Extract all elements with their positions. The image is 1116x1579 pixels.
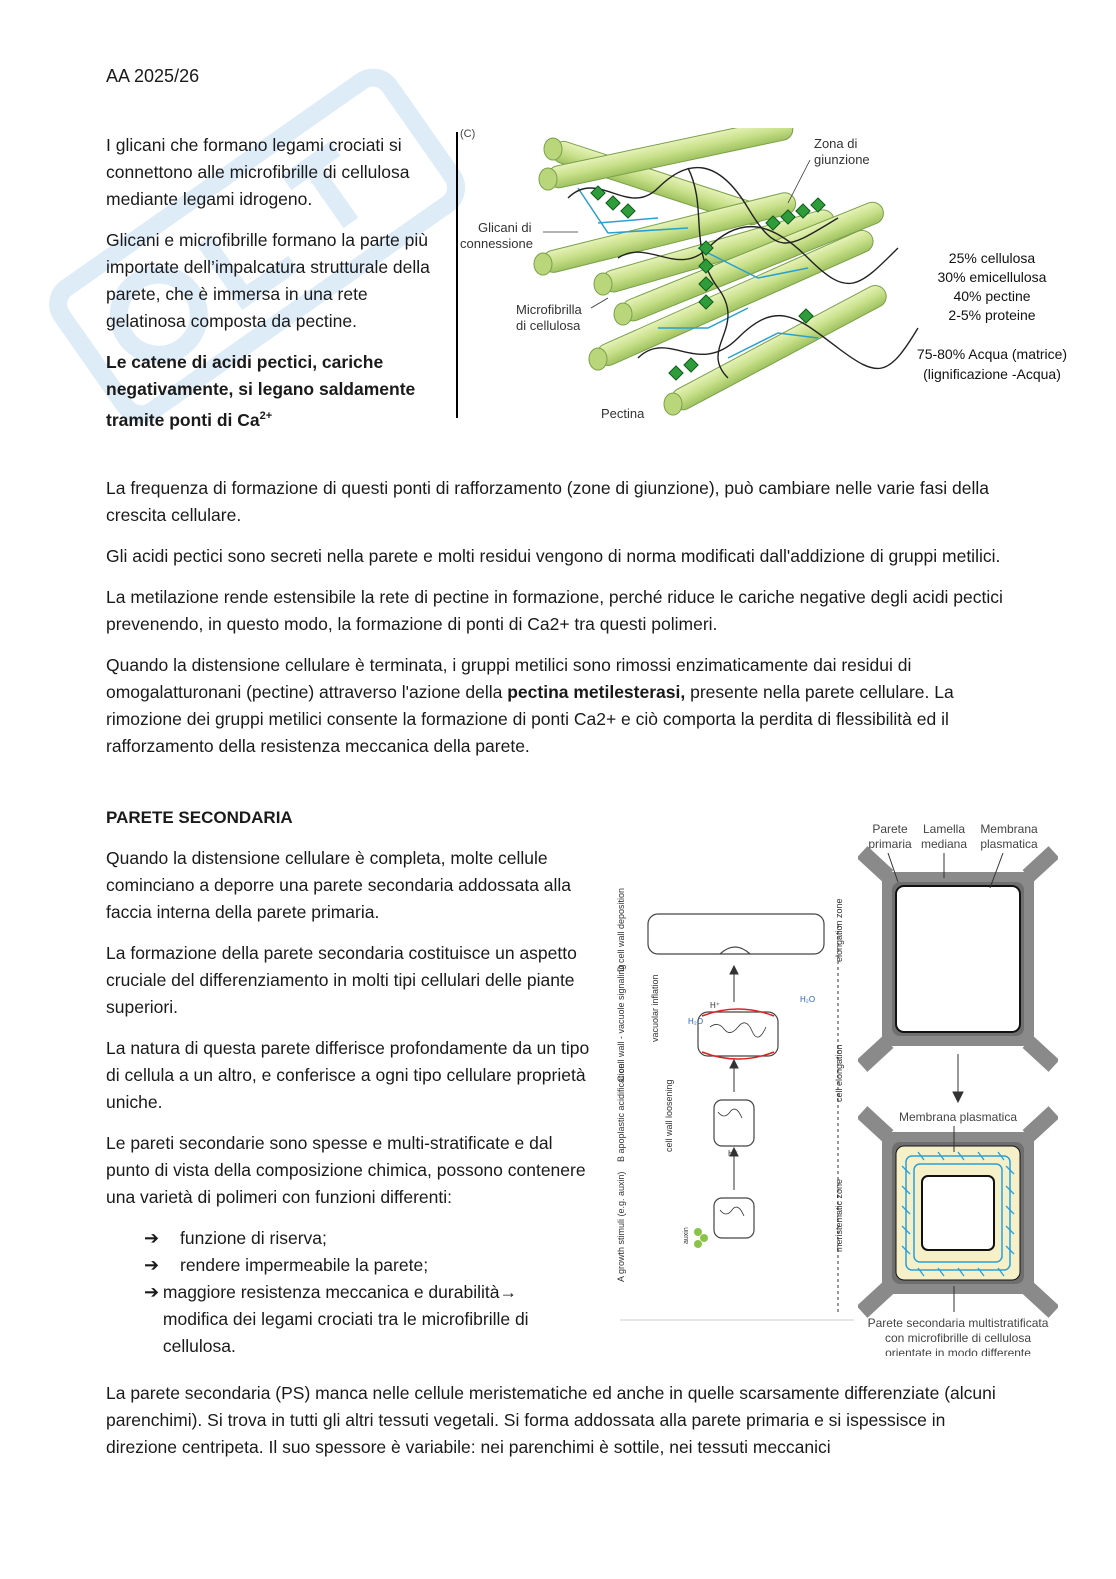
composition-pectine: 40% pectine	[953, 288, 1031, 304]
section-paragraph-8: Quando la distensione cellulare è completa, molte cellule cominciano a deporre una parete secondaria addossata alla faccia interna della parete primaria.	[106, 848, 572, 922]
primary-wall-cell	[862, 852, 1054, 1066]
zone-cell-elongation: cell elongation	[834, 1044, 844, 1102]
proton-label: H⁺	[728, 1149, 738, 1158]
function-list	[106, 1225, 584, 1360]
composition-proteine: 2-5% proteine	[948, 307, 1036, 323]
intro-paragraph-2: Glicani e microfibrille formano la parte più importate dell’impalcatura strutturale della parete, che è immersa in una rete gelatinosa composta da pectine.	[106, 230, 430, 331]
page-header: AA 2025/26	[106, 66, 200, 86]
figure-corner-label: (C)	[460, 128, 476, 140]
label-lamella-1: Lamella	[922, 822, 966, 836]
label-microfibrilla-2: di cellulosa	[516, 318, 581, 333]
label-membrana-1: Membrana	[980, 822, 1038, 836]
body-paragraph-7	[106, 652, 1011, 760]
composition-emicellulosa: 30% emicellulosa	[937, 269, 1047, 285]
label-wall-loosening: cell wall loosening	[664, 1079, 674, 1152]
section-paragraph-10: La natura di questa parete differisce profondamente da un tipo di cellula a un altro, e conferisce a ogni tipo cellulare proprietà uniche.	[106, 1038, 590, 1112]
body-paragraph-4: La frequenza di formazione di questi ponti di rafforzamento (zone di giunzione), può cambiare nelle varie fasi della crescita cellulare.	[106, 478, 989, 525]
arrow-icon: ➔	[144, 1255, 160, 1275]
pectin-methylesterase-term: pectina metilesterasi,	[507, 682, 686, 702]
arrow-icon: ➔	[144, 1282, 160, 1302]
caption-line-2: con microfibrille di cellulosa	[884, 1331, 1032, 1345]
stage-apoplastic-acidification: B apoplastic acidification	[616, 1063, 626, 1162]
body-paragraph-7-start: Quando la distensione cellulare è terminata, i gruppi metilici sono rimossi enzimaticamente dai residui di omogalatturonani (pectine) attraverso l'azione della	[106, 655, 912, 702]
stage-wall-deposition: D cell wall deposition	[616, 887, 626, 972]
section-title: PARETE SECONDARIA	[106, 808, 293, 827]
stage-vacuole-signaling: C cell wall - vacuole signaling	[616, 964, 626, 1082]
label-zona-giunzione-1: Zona di	[814, 136, 858, 151]
label-vacuolar-inflation: vacuolar inflation	[650, 974, 660, 1042]
caption-line-1: Parete secondaria multistratificata	[867, 1316, 1049, 1330]
label-glicani-2: connessione	[460, 236, 533, 251]
list-item: ➔ maggiore resistenza meccanica e durabilità→ modifica dei legami crociati tra le microfibrille di cellulosa.	[144, 1279, 584, 1360]
cell-elongation-figure	[610, 812, 858, 1356]
list-item: ➔ funzione di riserva;	[144, 1225, 584, 1252]
section-paragraph-12: La parete secondaria (PS) manca nelle cellule meristematiche ed anche in quelle scarsamente differenziate (alcuni parenchimi). Si trova in tutti gli altri tessuti vegetali. Si forma addossata alla parete primaria e si ispessisce in direzione centripeta. Il suo spessore è variabile: nei parenchimi è sottile, nei tessuti meccanici	[106, 1383, 996, 1457]
label-glicani-1: Glicani di	[478, 220, 532, 235]
list-item: ➔ rendere impermeabile la parete;	[144, 1252, 584, 1279]
caption-line-3: orientate in modo differente	[885, 1346, 1031, 1356]
water-content: 75-80% Acqua (matrice)	[916, 346, 1068, 362]
zone-meristematic: meristematic zone	[834, 1178, 844, 1252]
water-label: H₂O	[800, 995, 816, 1004]
label-pectina: Pectina	[601, 406, 645, 421]
label-membrana-plasmatica: Membrana plasmatica	[898, 1110, 1018, 1124]
intro-paragraph-3	[106, 349, 436, 434]
secondary-wall-cell	[862, 1112, 1054, 1312]
body-paragraph-5: Gli acidi pectici sono secreti nella parete e molti residui vengono di norma modificati dall'addizione di gruppi metilici.	[106, 546, 1001, 566]
section-paragraph-11: Le pareti secondarie sono spesse e multi-stratificate e dal punto di vista della composizione chimica, possono contenere una varietà di polimeri con funzioni differenti:	[106, 1133, 586, 1207]
label-parete-primaria-1: Parete	[872, 822, 908, 836]
body-paragraph-7-end: presente nella parete cellulare. La rimozione dei gruppi metilici consente la formazione di ponti Ca2+ e ciò comporta la perdita di flessibilità ed il rafforzamento della resistenza meccanica della parete.	[106, 682, 954, 756]
body-paragraph-6: La metilazione rende estensibile la rete di pectine in formazione, perché riduce le cariche negative degli acidi pectici prevenendo, in questo modo, la formazione di ponti di Ca2+ tra questi polimeri.	[106, 587, 1003, 634]
label-membrana-2: plasmatica	[980, 837, 1038, 851]
label-zona-giunzione-2: giunzione	[814, 152, 870, 167]
calcium-bridge-text: Le catene di acidi pectici, cariche negativamente, si legano saldamente tramite ponti di Ca	[106, 352, 416, 430]
final-paragraph-block	[106, 1380, 1011, 1461]
water-label: H₂O	[688, 1017, 704, 1026]
calcium-charge: 2+	[259, 410, 273, 422]
composition-cellulosa: 25% cellulosa	[948, 250, 1036, 266]
secondary-wall-figure	[858, 816, 1058, 1356]
zone-elongation: elongation zone	[834, 898, 844, 962]
intro-column	[106, 132, 436, 434]
label-parete-primaria-2: primaria	[868, 837, 912, 851]
label-microfibrilla-1: Microfibrilla	[516, 302, 582, 317]
intro-paragraph-1: I glicani che formano legami crociati si connettono alle microfibrille di cellulosa mediante legami idrogeno.	[106, 135, 410, 209]
arrow-icon: ➔	[144, 1228, 160, 1248]
body-text	[106, 475, 1011, 760]
cell-wall-structure-figure	[458, 128, 1078, 422]
lignification-note: (lignificazione -Acqua)	[923, 366, 1061, 382]
section-paragraph-9: La formazione della parete secondaria costituisce un aspetto cruciale del differenziamento in molti tipi cellulari delle piante superiori.	[106, 943, 577, 1017]
secondary-wall-section	[106, 804, 596, 1360]
label-lamella-2: mediana	[920, 837, 968, 851]
auxin-label: auxin	[683, 1227, 690, 1244]
proton-label: H⁺	[710, 1001, 720, 1010]
stage-growth-stimuli: A growth stimuli (e.g. auxin)	[616, 1171, 626, 1282]
